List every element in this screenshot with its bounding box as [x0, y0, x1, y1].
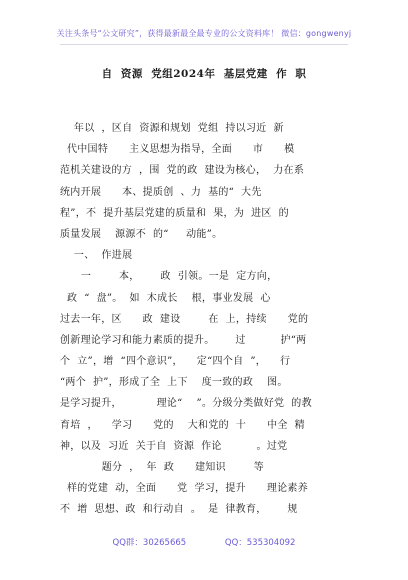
body-line: 一 本， 政 引领。一是 定方向， [60, 271, 278, 283]
body-line: 代中国特 主义思想为指导，全面 市 模 [60, 144, 295, 156]
header-banner: 关注头条号“公文研究”，获得最新最全最专业的公文资料库！ 微信：gongwenyj [56, 29, 352, 38]
body-line: 过去一年，区 政 建设 在 上，持续 党的 [60, 313, 309, 325]
body-line: 育培 ， 学习 党的 大和党的 十 中全 精 [60, 419, 305, 431]
footer-qq-group: QQ群：30265665 [112, 538, 187, 548]
section-heading: 一、 作进展 [60, 250, 133, 262]
body-line: 质量发展 源源不 的“ 动能”。 [60, 228, 223, 240]
body-line: 神，以及 习近 关于自 资源 作论 。过党 [60, 440, 288, 452]
body-line: 政 “ 盘”。 如 木成长 根，事业发展 心 [60, 292, 271, 304]
footer-contacts [0, 536, 408, 548]
footer-qq: QQ：535304092 [224, 538, 296, 548]
body-line: 样的党建 动，全面 党 学习，提升 理论素养 [60, 483, 309, 495]
body-line: 程”，不 提升基层党建的质量和 果，为 进区 的 [60, 207, 289, 219]
body-line: 年以 ，区自 资源和规划 党组 持以习近 新 [60, 123, 284, 134]
document-title: 自 资源 党组2024年 基层党建 作 职 [101, 68, 307, 80]
body-line: 个 立”，增 “四个意识”， 定“四个自 ”， 行 [60, 356, 291, 368]
document-body [60, 118, 360, 521]
body-line: 是学习提升， 理论“ ”。分级分类做好党 的教 [60, 398, 312, 410]
body-line: 范机关建设的方 ，围 党的政 建设为核心， 力在系 [60, 165, 305, 177]
header-divider [60, 44, 348, 45]
body-line: 统内开展 本、提质创 、力 基的“ 大先 [60, 186, 262, 198]
body-line: 不 增 思想、政 和行动自 。 是 律教育， 规 [60, 504, 298, 516]
body-line: 创新理论学习和能力素质的提升。 过 护“两 [60, 334, 307, 346]
body-line: 题分 ， 年 政 建知识 等 [60, 462, 265, 473]
body-line: “两个 护”，形成了全 上下 度一致的政 图。 [60, 377, 288, 389]
